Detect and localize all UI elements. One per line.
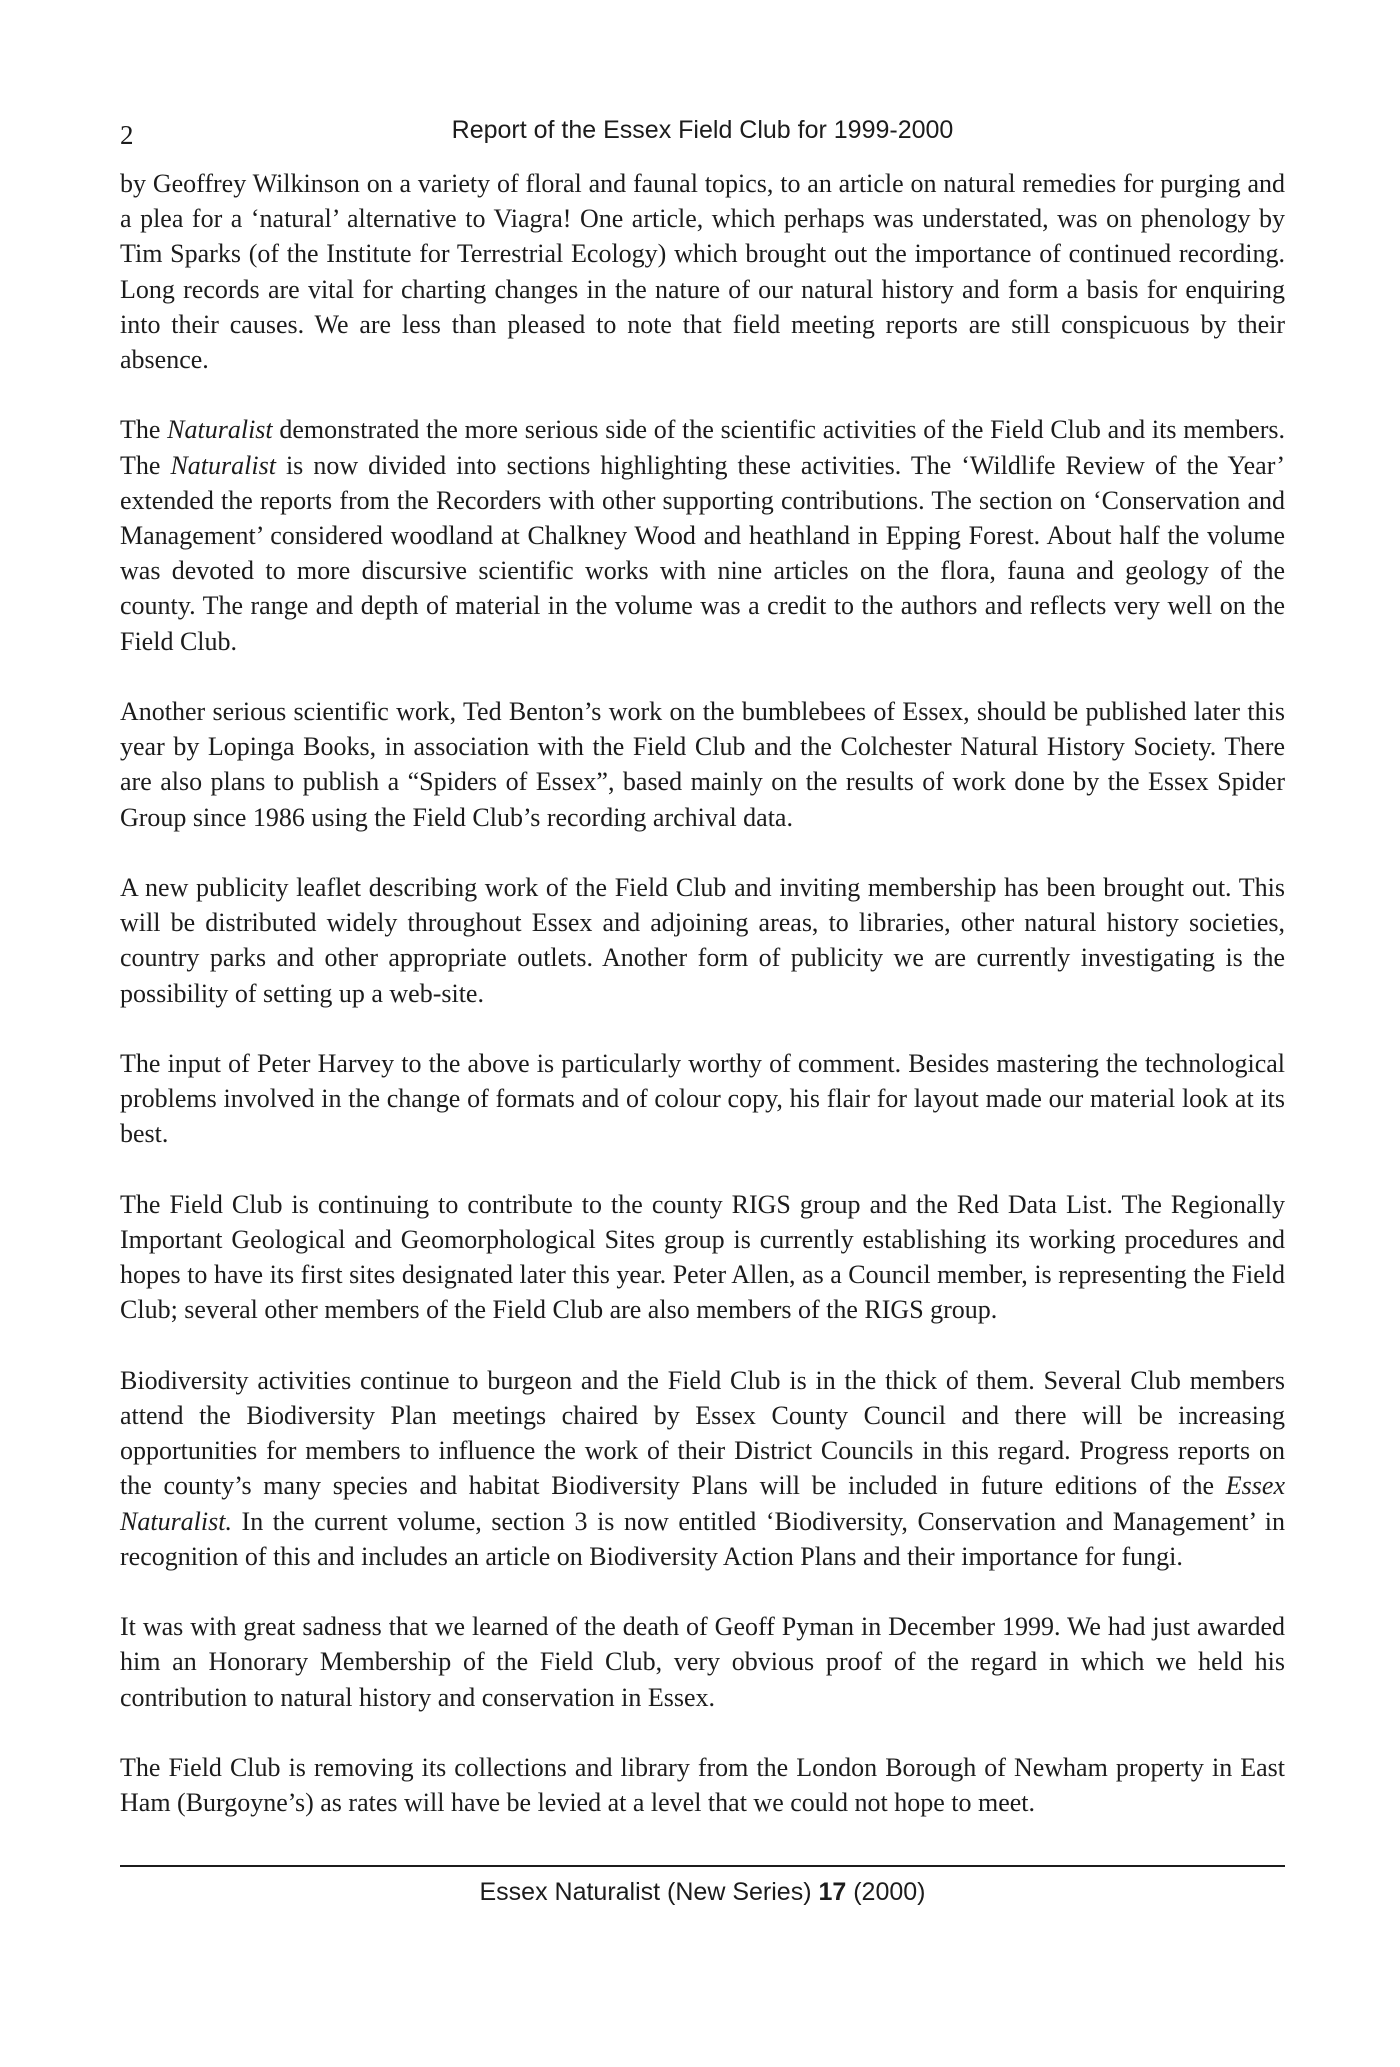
paragraph-7-part-2: In the current volume, section 3 is now entitled ‘Biodiversity, Conservation and Management’ in recognition of this and includes an article on Biodiversity Action Plans and their importance for fungi. <box>120 1506 1285 1571</box>
page-number: 2 <box>120 120 134 150</box>
document-page <box>120 0 1285 2067</box>
italic-journal-name: Naturalist <box>170 450 276 480</box>
paragraph-9: The Field Club is removing its collections and library from the London Borough of Newham property in East Ham (Burgoyne’s) as rates will have be levied at a level that we could not hope to meet. <box>120 1753 1285 1818</box>
paragraph-1: by Geoffrey Wilkinson on a variety of floral and faunal topics, to an article on natural remedies for purging and a plea for a ‘natural’ alternative to Viagra! One article, which perhaps was understated, was on phenology by Tim Sparks (of the Institute for Terrestrial Ecology) which brought out the importance of continued recording. Long records are vital for charting changes in the nature of our natural history and form a basis for enquiring into their causes. We are less than pleased to note that field meeting reports are still conspicuous by their absence. <box>120 169 1285 375</box>
paragraph-4: A new publicity leaflet describing work of the Field Club and inviting membership has been brought out. This will be distributed widely throughout Essex and adjoining areas, to libraries, other natural history societies, country parks and other appropriate outlets. Another form of publicity we are currently investigating is the possibility of setting up a web-site. <box>120 873 1285 1008</box>
body-text <box>120 166 1285 1820</box>
paragraph-5: The input of Peter Harvey to the above is particularly worthy of comment. Besides mastering the technological problems involved in the change of formats and of colour copy, his flair for layout made our material look at its best. <box>120 1049 1285 1149</box>
paragraph-6: The Field Club is continuing to contribute to the county RIGS group and the Red Data List. The Regionally Important Geological and Geomorphological Sites group is currently establishing its working procedures and hopes to have its first sites designated later this year. Peter Allen, as a Council member, is representing the Field Club; several other members of the Field Club are also members of the RIGS group. <box>120 1189 1285 1325</box>
paragraph-3: Another serious scientific work, Ted Benton’s work on the bumblebees of Essex, should be published later this year by Lopinga Books, in association with the Field Club and the Colchester Natural History Society. There are also plans to publish a “Spiders of Essex”, based mainly on the results of work done by the Essex Spider Group since 1986 using the Field Club’s recording archival data. <box>120 697 1285 832</box>
paragraph-2-part-1: The <box>120 415 168 445</box>
paragraph-2 <box>120 412 1285 658</box>
italic-journal-name: Essex Naturalist. <box>120 1471 1285 1536</box>
paragraph-7 <box>120 1363 1285 1574</box>
paragraph-7-part-1: Biodiversity activities continue to burgeon and the Field Club is in the thick of them. Several Club members attend the Biodiversity Plan meetings chaired by Essex County Council and there will be increasing opportunities for members to influence the work of their District Councils in this regard. Progress reports on the county’s many species and habitat Biodiversity Plans will be included in future editions of the <box>120 1365 1285 1501</box>
page-footer <box>120 1878 1285 1907</box>
footer-year: (2000) <box>846 1878 926 1906</box>
footer-volume: 17 <box>818 1878 847 1906</box>
footer-rule <box>120 1865 1285 1867</box>
footer-journal: Essex Naturalist (New Series) <box>479 1878 819 1906</box>
running-title: Report of the Essex Field Club for 1999-2000 <box>451 116 954 144</box>
page-header <box>120 116 1285 156</box>
italic-journal-name: Naturalist <box>167 415 273 445</box>
paragraph-2-part-2: demonstrated the more serious side of the scientific activities of the Field Club and its members. The <box>120 415 1285 480</box>
paragraph-8: It was with great sadness that we learned of the death of Geoff Pyman in December 1999. We had just awarded him an Honorary Membership of the Field Club, very obvious proof of the regard in which we held his contribution to natural history and conservation in Essex. <box>120 1612 1285 1712</box>
paragraph-2-part-3: is now divided into sections highlighting these activities. The ‘Wildlife Review of the Year’ extended the reports from the Recorders with other supporting contributions. The section on ‘Conservation and Management’ considered woodland at Chalkney Wood and heathland in Epping Forest. About half the volume was devoted to more discursive scientific works with nine articles on the flora, fauna and geology of the county. The range and depth of material in the volume was a credit to the authors and reflects very well on the Field Club. <box>120 450 1285 656</box>
